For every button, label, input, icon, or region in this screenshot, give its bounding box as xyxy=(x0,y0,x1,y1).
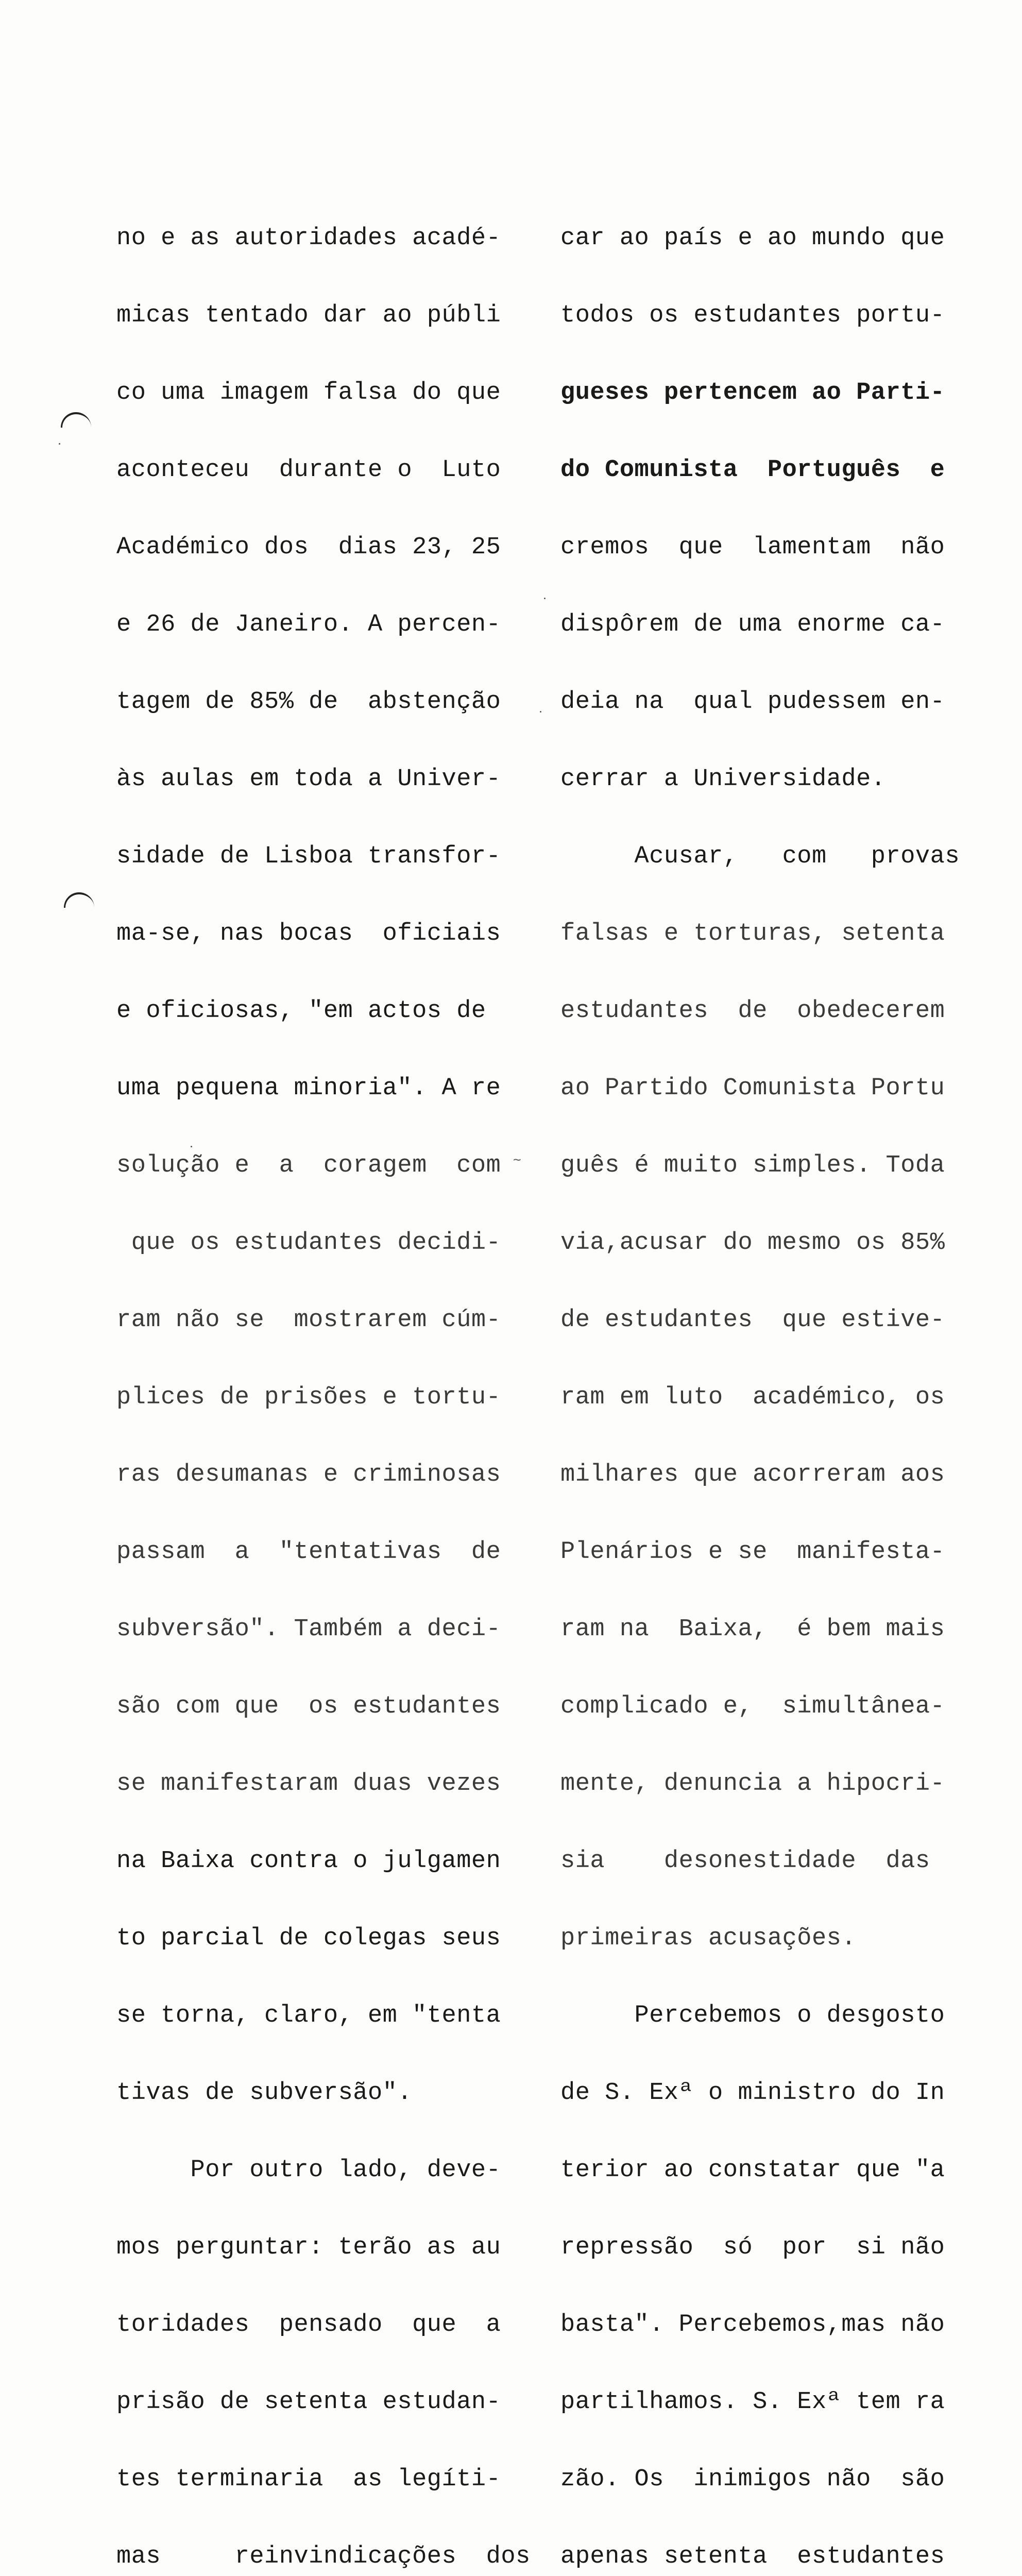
text-line: milhares que acorreram aos xyxy=(560,1461,945,1488)
text-line: ram não se mostrarem cúm- xyxy=(116,1307,501,1334)
text-line: ras desumanas e criminosas xyxy=(116,1461,501,1488)
scan-speck xyxy=(59,443,60,445)
text-line: na Baixa contra o julgamen xyxy=(116,1848,501,1875)
text-line: basta". Percebemos,mas não xyxy=(560,2311,945,2338)
text-line: Percebemos o desgosto xyxy=(560,2002,945,2029)
scan-speck xyxy=(544,598,546,599)
text-line: tivas de subversão". xyxy=(116,2079,413,2107)
scan-speck xyxy=(540,711,541,713)
text-line: co uma imagem falsa do que xyxy=(116,379,501,406)
text-line: via,acusar do mesmo os 85% xyxy=(560,1229,945,1257)
text-line: terior ao constatar que "a xyxy=(560,2157,945,2184)
text-line: Por outro lado, deve- xyxy=(116,2157,501,2184)
text-line: sidade de Lisboa transfor- xyxy=(116,843,501,870)
text-line: mente, denuncia a hipocri- xyxy=(560,1770,945,1798)
punch-hole-mark xyxy=(61,412,91,428)
text-line: solução e a coragem com xyxy=(116,1152,501,1179)
text-line: toridades pensado que a xyxy=(116,2311,501,2338)
text-line: to parcial de colegas seus xyxy=(116,1925,501,1952)
text-line: do Comunista Português e xyxy=(560,456,945,484)
text-line: todos os estudantes portu- xyxy=(560,302,945,329)
text-line: ma-se, nas bocas oficiais xyxy=(116,920,501,947)
text-line: passam a "tentativas de xyxy=(116,1538,501,1566)
text-line: gueses pertencem ao Parti- xyxy=(560,379,945,406)
text-line: ram na Baixa, é bem mais xyxy=(560,1616,945,1643)
text-line: tagem de 85% de abstenção xyxy=(116,688,501,716)
text-line: mas reinvindicações dos xyxy=(116,2543,531,2570)
text-line: de S. Exª o ministro do In xyxy=(560,2079,945,2107)
text-line: complicado e, simultânea- xyxy=(560,1693,945,1720)
text-line: uma pequena minoria". A re xyxy=(116,1075,501,1102)
text-line: Académico dos dias 23, 25 xyxy=(116,534,501,561)
text-line: zão. Os inimigos não são xyxy=(560,2466,945,2493)
text-line: guês é muito simples. Toda xyxy=(560,1152,945,1179)
text-line: às aulas em toda a Univer- xyxy=(116,766,501,793)
text-line: falsas e torturas, setenta xyxy=(560,920,945,947)
left-text-column xyxy=(116,174,531,2576)
page-smudge-mark: ~ xyxy=(513,1152,521,1167)
text-line: subversão". Também a deci- xyxy=(116,1616,501,1643)
punch-hole-mark xyxy=(64,892,94,908)
text-line: tes terminaria as legíti- xyxy=(116,2466,501,2493)
text-line: cremos que lamentam não xyxy=(560,534,945,561)
text-line: ao Partido Comunista Portu xyxy=(560,1075,945,1102)
text-line: de estudantes que estive- xyxy=(560,1307,945,1334)
text-line: dispôrem de uma enorme ca- xyxy=(560,611,945,638)
text-line: micas tentado dar ao públi xyxy=(116,302,501,329)
text-line: repressão só por si não xyxy=(560,2234,945,2261)
text-line: e oficiosas, "em actos de xyxy=(116,997,486,1025)
text-line: apenas setenta estudantes xyxy=(560,2543,945,2570)
text-line: aconteceu durante o Luto xyxy=(116,456,501,484)
text-line: cerrar a Universidade. xyxy=(560,766,886,793)
text-line: primeiras acusações. xyxy=(560,1925,857,1952)
text-line: mos perguntar: terão as au xyxy=(116,2234,501,2261)
text-line: estudantes de obedecerem xyxy=(560,997,945,1025)
text-line: que os estudantes decidi- xyxy=(116,1229,501,1257)
right-text-column xyxy=(560,174,960,2576)
text-line: ram em luto académico, os xyxy=(560,1384,945,1411)
text-line: plices de prisões e tortu- xyxy=(116,1384,501,1411)
text-line: no e as autoridades acadé- xyxy=(116,225,501,252)
text-line: sia desonestidade das xyxy=(560,1848,930,1875)
text-line: partilhamos. S. Exª tem ra xyxy=(560,2388,945,2416)
text-line: Plenários e se manifesta- xyxy=(560,1538,945,1566)
text-line: se torna, claro, em "tenta xyxy=(116,2002,501,2029)
text-line: car ao país e ao mundo que xyxy=(560,225,945,252)
text-line: são com que os estudantes xyxy=(116,1693,501,1720)
text-line: Acusar, com provas xyxy=(560,843,960,870)
text-line: e 26 de Janeiro. A percen- xyxy=(116,611,501,638)
text-line: deia na qual pudessem en- xyxy=(560,688,945,716)
text-line: prisão de setenta estudan- xyxy=(116,2388,501,2416)
text-line: se manifestaram duas vezes xyxy=(116,1770,501,1798)
